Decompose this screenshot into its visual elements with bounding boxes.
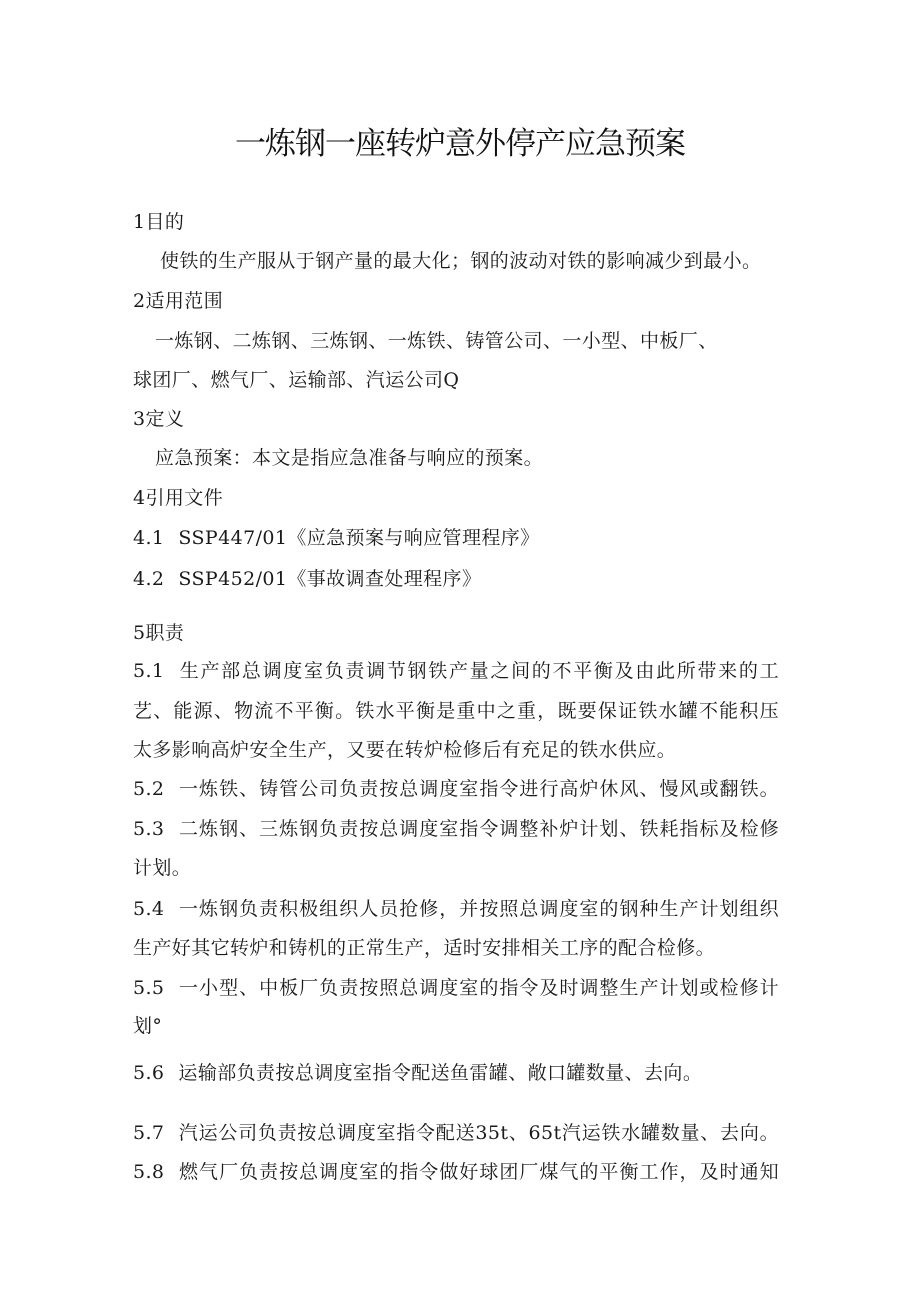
responsibility-item	[133, 976, 779, 1000]
responsibility-item	[133, 1160, 779, 1184]
item-number: 5.4	[133, 898, 165, 920]
paragraph-continuation: 划°	[133, 1015, 163, 1037]
item-number: 5.5	[133, 977, 165, 999]
section-heading-references: 4引用文件	[133, 487, 224, 509]
paragraph-continuation: 生产好其它转炉和铸机的正常生产，适时安排相关工序的配合检修。	[133, 937, 716, 959]
responsibility-item	[133, 897, 779, 921]
responsibility-item	[133, 1121, 779, 1145]
item-text: 生产部总调度室负责调节钢铁产量之间的不平衡及由此所带来的工	[178, 660, 779, 682]
item-text: 二炼钢、三炼钢负责按总调度室指令调整补炉计划、铁耗指标及检修	[178, 818, 779, 840]
page-title: 一炼钢一座转炉意外停产应急预案	[235, 126, 685, 162]
item-text: SSP452/01《事故调查处理程序》	[178, 568, 482, 590]
section-heading-responsibilities: 5职责	[133, 622, 185, 644]
item-number: 4.2	[133, 568, 165, 590]
responsibility-item	[133, 817, 779, 841]
reference-item	[133, 567, 481, 591]
item-text: 燃气厂负责按总调度室的指令做好球团厂煤气的平衡工作，及时通知	[178, 1161, 779, 1183]
section-heading-purpose: 1目的	[133, 211, 185, 233]
item-text: 一炼铁、铸管公司负责按总调度室指令进行高炉休风、慢风或翻铁。	[178, 778, 779, 800]
item-text: 一小型、中板厂负责按照总调度室的指令及时调整生产计划或检修计	[178, 977, 779, 999]
item-number: 5.6	[133, 1062, 165, 1084]
item-number: 5.1	[133, 660, 165, 682]
paragraph-scope-line-1: 一炼钢、二炼钢、三炼钢、一炼铁、铸管公司、一小型、中板厂、	[155, 330, 718, 352]
responsibility-item	[133, 659, 779, 683]
paragraph-scope-line-2: 球团厂、燃气厂、运输部、汽运公司Q	[133, 369, 460, 391]
responsibility-item	[133, 777, 779, 801]
item-text: 一炼钢负责积极组织人员抢修，并按照总调度室的钢种生产计划组织	[178, 898, 779, 920]
item-number: 5.2	[133, 778, 165, 800]
item-number: 5.3	[133, 818, 165, 840]
item-number: 5.7	[133, 1122, 165, 1144]
item-text: 汽运公司负责按总调度室指令配送35t、65t汽运铁水罐数量、去向。	[178, 1122, 779, 1144]
paragraph-definition: 应急预案：本文是指应急准备与响应的预案。	[155, 447, 544, 469]
section-heading-definition: 3定义	[133, 408, 185, 430]
paragraph-continuation: 太多影响高炉安全生产，又要在转炉检修后有充足的铁水供应。	[133, 739, 677, 761]
reference-item	[133, 526, 540, 550]
paragraph-continuation: 艺、能源、物流不平衡。铁水平衡是重中之重，既要保证铁水罐不能积压	[133, 700, 779, 722]
paragraph-purpose: 使铁的生产服从于钢产量的最大化；钢的波动对铁的影响减少到最小。	[160, 250, 762, 272]
item-number: 5.8	[133, 1161, 165, 1183]
item-text: SSP447/01《应急预案与响应管理程序》	[178, 527, 540, 549]
item-number: 4.1	[133, 527, 165, 549]
section-heading-scope: 2适用范围	[133, 290, 224, 312]
responsibility-item	[133, 1061, 702, 1085]
paragraph-continuation: 计划。	[133, 857, 192, 879]
item-text: 运输部负责按总调度室指令配送鱼雷罐、敞口罐数量、去向。	[178, 1062, 703, 1084]
